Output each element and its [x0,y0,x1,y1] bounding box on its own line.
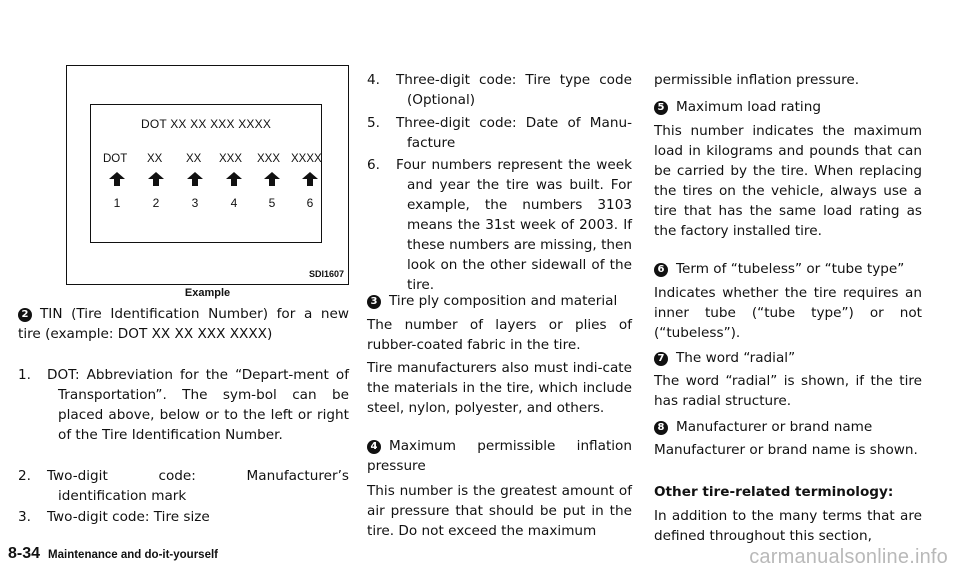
figure-token: XXX [219,153,243,165]
paragraph: This number is the greatest amount of air pressure that should be put in the tire. Do not exceed the maximum [367,483,632,539]
figure-inner-box [90,104,322,243]
figure-number: 1 [113,196,121,210]
section-heading [367,291,632,311]
list-number: 3. [18,509,31,525]
list-item [18,507,349,527]
figure-number: 5 [268,196,276,210]
heading-text: Manufacturer or brand name [676,419,873,435]
list-text: Three-digit code: Tire type code (Optional) [396,72,632,108]
figure-number: 4 [230,196,238,210]
subsection-heading: Other tire-related terminology: [654,484,894,500]
circled-6-icon: 6 [654,263,668,277]
circled-3-icon: 3 [367,295,381,309]
arrow-up-icon [264,172,280,186]
list-item [367,70,632,110]
list-number: 2. [18,468,31,484]
circled-4-icon: 4 [367,440,381,454]
section-heading [367,436,632,476]
circled-2-icon: 2 [18,308,32,322]
tin-paragraph [18,304,349,344]
figure-token: XX [147,153,163,165]
heading-text: Term of “tubeless” or “tube type” [676,261,905,277]
list-text: Four numbers represent the week and year the tire was built. For example, the numbers 3103 means the 31st week of 2003. If these numbers are missing, then look on the other sidewall of the tire. [396,157,632,293]
figure-number: 6 [306,196,314,210]
section-heading [654,97,922,117]
paragraph: Tire manufacturers also must indi-cate the materials in the tire, which include steel, nylon, polyester, and others. [367,360,632,416]
heading-text: Maximum permissible inflation pressure [367,438,632,474]
figure-token: XX [186,153,202,165]
paragraph: Indicates whether the tire requires an inner tube (“tube type”) or not (“tubeless”). [654,285,922,341]
circled-5-icon: 5 [654,101,668,115]
arrow-up-icon [187,172,203,186]
paragraph: permissible inflation pressure. [654,72,860,88]
list-text: Two-digit code: Tire size [47,509,210,525]
list-number: 6. [367,157,380,173]
list-text: Two-digit code: Manufacturer’s identification mark [47,468,349,504]
list-text: Three-digit code: Date of Manu-facture [396,115,632,151]
list-text: DOT: Abbreviation for the “Depart-ment of Transportation”. The sym-bol can be placed above, below or to the left or right of the Tire Identification Number. [47,367,349,443]
paragraph: Manufacturer or brand name is shown. [654,442,918,458]
watermark: carmanualsonline.info [749,546,948,568]
arrow-up-icon [109,172,125,186]
paragraph: This number indicates the maximum load in kilograms and pounds that can be carried by the tire. When replacing the tires on the vehicle, always use a tire that has the same load rating as the factory installed tire. [654,123,922,239]
section-heading [654,417,922,437]
figure-token: DOT [103,153,128,165]
list-number: 1. [18,367,31,383]
section-title: Maintenance and do-it-yourself [48,549,218,561]
paragraph: The word “radial” is shown, if the tire has radial structure. [654,373,922,409]
tire-code-figure [66,65,349,285]
heading-text: Maximum load rating [676,99,821,115]
arrow-up-icon [302,172,318,186]
tin-text: TIN (Tire Identification Number) for a new tire (example: DOT XX XX XXX XXXX) [18,306,349,342]
list-number: 4. [367,72,380,88]
figure-token: XXX [257,153,281,165]
figure-number: 2 [152,196,160,210]
list-item [18,365,349,445]
circled-8-icon: 8 [654,421,668,435]
page-number: 8-34 [8,545,41,562]
page-footer [8,545,218,563]
section-heading [654,259,922,279]
figure-id: SDI1607 [308,269,344,279]
paragraph: The number of layers or plies of rubber-coated fabric in the tire. [367,317,632,353]
arrow-up-icon [226,172,242,186]
figure-token: XXXX [291,153,322,165]
heading-text: Tire ply composition and material [389,293,618,309]
figure-code: DOT XX XX XXX XXXX [140,117,272,131]
arrow-up-icon [148,172,164,186]
list-item [367,113,632,153]
list-number: 5. [367,115,380,131]
figure-number: 3 [191,196,199,210]
heading-text: The word “radial” [676,350,796,366]
section-heading [654,348,922,368]
paragraph: In addition to the many terms that are defined throughout this section, [654,508,922,544]
list-item [18,466,349,506]
list-item [367,155,632,295]
figure-caption: Example [184,287,231,299]
circled-7-icon: 7 [654,352,668,366]
